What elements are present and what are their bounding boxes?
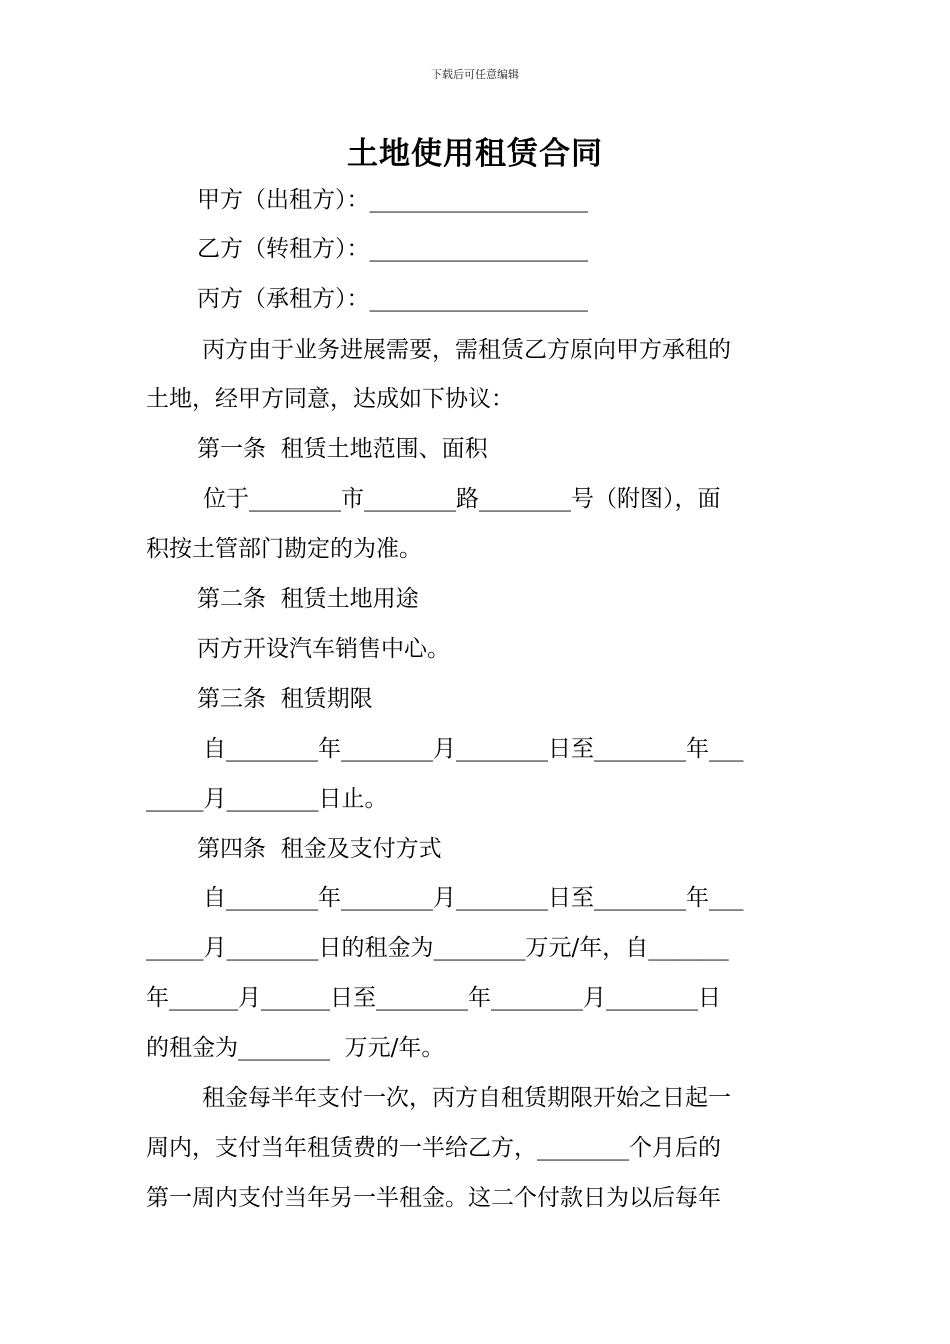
payment-text-1: 租金每半年支付一次，丙方自租赁期限开始之日起一 bbox=[202, 1085, 731, 1111]
party-a-text: 甲方（出租方）：___________________ bbox=[197, 187, 588, 213]
article-3-text-2: _____月________日止。 bbox=[146, 786, 388, 812]
party-c-text: 丙方（承租方）：___________________ bbox=[197, 286, 588, 312]
party-b-text: 乙方（转租方）：___________________ bbox=[197, 236, 588, 262]
article-3-heading: 第三条 租赁期限 bbox=[197, 686, 373, 712]
article-2-heading: 第二条 租赁土地用途 bbox=[197, 586, 419, 612]
article-4-text-1: 自________年________月________日至________年___ bbox=[203, 885, 744, 911]
payment-text-3: 第一周内支付当年另一半租金。这二个付款日为以后每年 bbox=[146, 1185, 721, 1211]
article-2-text: 丙方开设汽车销售中心。 bbox=[197, 636, 450, 662]
article-1-heading: 第一条 租赁土地范围、面积 bbox=[197, 436, 488, 462]
article-4-text-4: 的租金为________ 万元/年。 bbox=[146, 1035, 445, 1061]
article-3-text-1: 自________年________月________日至________年___ bbox=[203, 736, 744, 762]
intro-text-1: 丙方由于业务进展需要，需租赁乙方原向甲方承租的 bbox=[202, 337, 731, 363]
article-1-text-1: 位于________市________路________号（附图），面 bbox=[203, 486, 721, 512]
document-title: 土地使用租赁合同 bbox=[347, 136, 603, 172]
article-4-text-3: 年______月______日至________年________月________日 bbox=[146, 985, 721, 1011]
intro-text-2: 土地，经甲方同意，达成如下协议： bbox=[146, 386, 514, 412]
header-note: 下载后可任意编辑 bbox=[431, 68, 519, 81]
payment-text-2: 周内，支付当年租赁费的一半给乙方，________个月后的 bbox=[146, 1135, 721, 1161]
article-4-text-2: _____月________日的租金为________万元/年，自_______ bbox=[146, 935, 729, 961]
article-1-text-2: 积按土管部门勘定的为准。 bbox=[146, 536, 422, 562]
article-4-heading: 第四条 租金及支付方式 bbox=[197, 836, 442, 862]
